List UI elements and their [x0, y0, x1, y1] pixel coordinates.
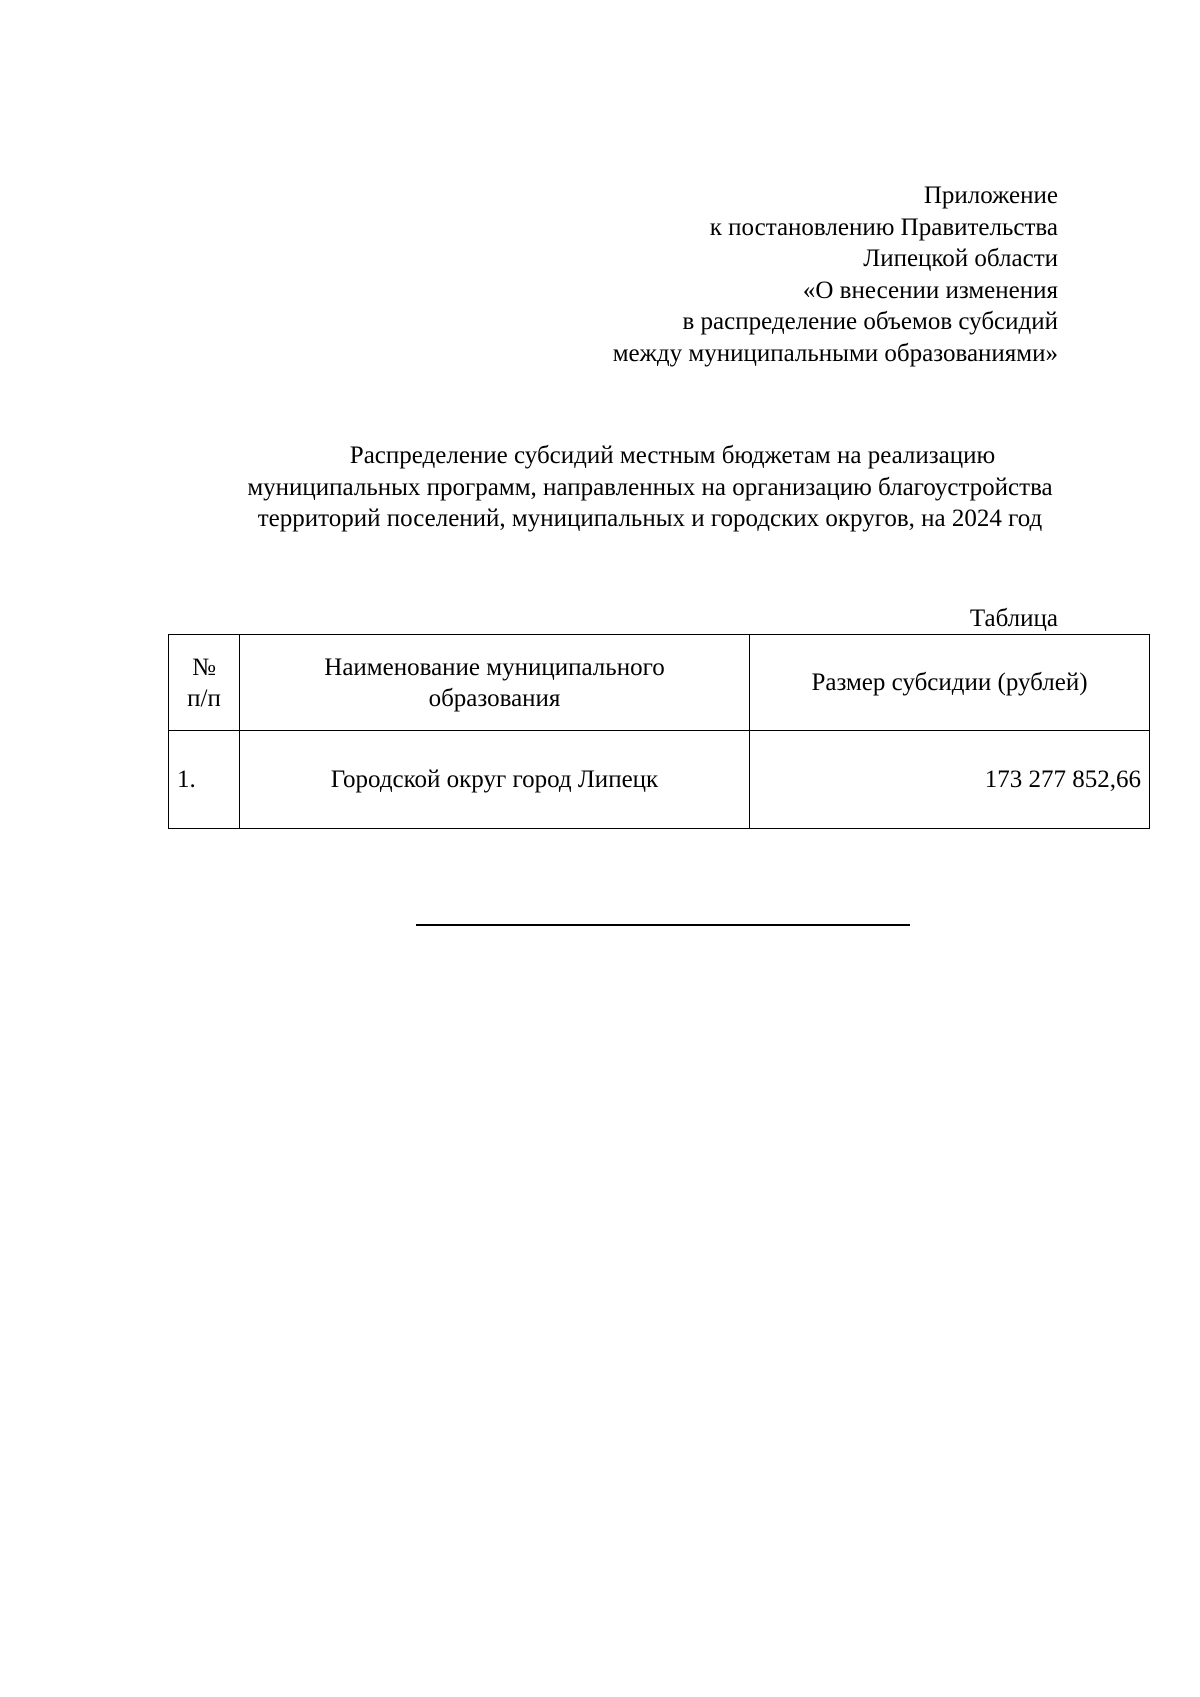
- appendix-block: [613, 180, 1058, 369]
- appendix-line: «О внесении изменения: [802, 276, 1058, 304]
- closing-divider: [416, 924, 910, 926]
- table-caption: Таблица: [969, 605, 1058, 632]
- appendix-line: к постановлению Правительства: [709, 213, 1058, 241]
- table-row: [169, 731, 1150, 829]
- document-title: [150, 440, 1150, 535]
- table-header-row: [169, 635, 1150, 731]
- appendix-line: Липецкой области: [863, 245, 1058, 272]
- row-subsidy-amount: 173 277 852,66: [750, 731, 1150, 829]
- row-number: 1.: [169, 731, 240, 829]
- appendix-line: Приложение: [923, 182, 1058, 209]
- header-municipality-name: Наименование муниципального образования: [240, 635, 750, 731]
- row-municipality-name: Городской округ город Липецк: [240, 731, 750, 829]
- appendix-line: между муниципальными образованиями»: [612, 339, 1058, 367]
- header-subsidy-amount: Размер субсидии (рублей): [750, 635, 1150, 731]
- title-line: территорий поселений, муниципальных и городских округов, на 2024 год: [257, 505, 1043, 532]
- title-line: Распределение субсидий местным бюджетам на реализацию: [349, 442, 996, 469]
- title-line: муниципальных программ, направленных на организацию благоустройства: [247, 473, 1053, 501]
- subsidy-table: [168, 634, 1150, 829]
- appendix-line: в распределение объемов субсидий: [682, 308, 1058, 335]
- header-number: № п/п: [169, 635, 240, 731]
